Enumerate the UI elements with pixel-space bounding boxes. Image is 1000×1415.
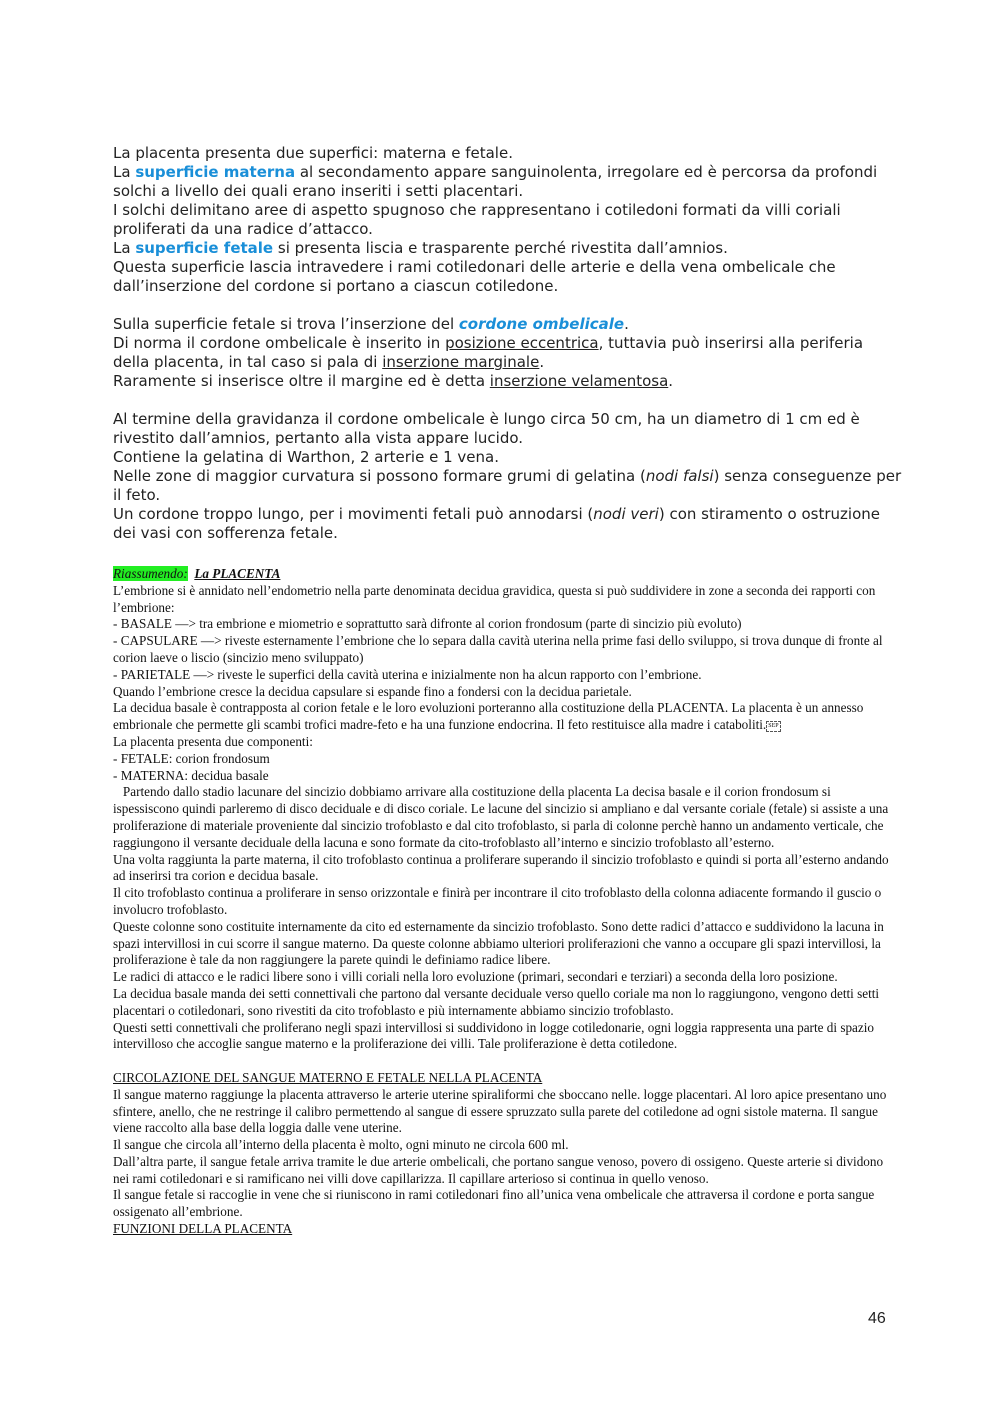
paragraph bbox=[113, 163, 903, 201]
text: Nelle zone di maggior curvatura si possono formare grumi di gelatina ( bbox=[113, 467, 646, 485]
list-item: - MATERNA: decidua basale bbox=[113, 767, 269, 783]
term-inserzione-marginale: inserzione marginale bbox=[382, 353, 540, 371]
paragraph: Contiene la gelatina di Warthon, 2 arterie e 1 vena. bbox=[113, 448, 499, 466]
spacer bbox=[113, 1053, 898, 1070]
paragraph bbox=[113, 315, 903, 334]
page-number: 46 bbox=[868, 1310, 886, 1327]
paragraph: Quando l’embrione cresce la decidua capsulare si espande fino a fondersi con la decidua parietale. bbox=[113, 683, 632, 699]
summary-heading bbox=[113, 566, 898, 583]
paragraph: I solchi delimitano aree di aspetto spugnoso che rappresentano i cotiledoni formati da villi coriali proliferati da una radice d’attacco. bbox=[113, 201, 841, 238]
sep-marker: SEP bbox=[766, 721, 780, 732]
text: La decidua basale è contrapposta al corion fetale e le loro evoluzioni porteranno alla costituzione della PLACENTA. La placenta è un annesso embrionale che permette gli scambi trofici madre-feto e ha una funzione endocrina. Il feto restituisce alla madre i cataboliti. bbox=[113, 700, 864, 733]
paragraph: Questi setti connettivali che proliferano negli spazi intervillosi si suddividono in logge cotiledonarie, ogni loggia rappresenta una parte di spazio intervilloso che accoglie sangue materno e la proliferazione dei villi. Tale proliferazione è detta cotiledone. bbox=[113, 1019, 875, 1052]
paragraph bbox=[113, 334, 903, 372]
text: Raramente si inserisce oltre il margine ed è detta bbox=[113, 372, 490, 390]
text: La bbox=[113, 163, 136, 181]
term-superficie-fetale: superficie fetale bbox=[135, 239, 274, 257]
highlight-label: Riassumendo: bbox=[113, 566, 188, 581]
paragraph: Partendo dallo stadio lacunare del sincizio dobbiamo arrivare alla costituzione della placenta La decisa basale e il corion frondosum si ispessiscono quindi parleremo di disco deciduale e di disco coriale. Le lacune del sincizio si ampliano e dal versante coriale (fetale) si assiste a una proliferazione di materiale proveniente dal sincizio trofoblasto e dal cito trofoblasto, si parla di colonne perchè hanno un andamento verticale, che raggiungono il versante deciduale della lacuna e sono formate da cito-trofoblasto all’interno e sincizio trofoblasto all’esterno. bbox=[113, 784, 892, 850]
paragraph: L’embrione si è annidato nell’endometrio nella parte denominata decidua gravidica, questa si può suddividere in zone a seconda dei rapporti con l’embrione: bbox=[113, 582, 876, 615]
paragraph: Il sangue fetale si raccoglie in vene che si riuniscono in rami cotiledonari fino all’unica vena ombelicale che attraversa il cordone e porta sangue ossigenato all’embrione. bbox=[113, 1187, 875, 1220]
functions-heading: FUNZIONI DELLA PLACENTA bbox=[113, 1221, 293, 1237]
term-cordone-ombelicale: cordone ombelicale bbox=[458, 315, 625, 333]
term-inserzione-velamentosa: inserzione velamentosa bbox=[489, 372, 669, 390]
paragraph: La placenta presenta due superfici: materna e fetale. bbox=[113, 144, 513, 162]
paragraph: La placenta presenta due componenti: bbox=[113, 733, 313, 749]
list-item: - PARIETALE —> riveste le superfici della cavità uterina e inizialmente non ha alcun rapporto con l’embrione. bbox=[113, 666, 702, 682]
paragraph: Le radici di attacco e le radici libere sono i villi coriali nella loro evoluzione (primari, secondari e terziari) a seconda della loro posizione. bbox=[113, 969, 838, 985]
paragraph: Una volta raggiunta la parte materna, il cito trofoblasto continua a proliferare superando il sincizio trofoblasto e quindi si porta all’esterno andando ad inserirsi tra corion e decidua basale. bbox=[113, 851, 889, 884]
text: ) senza conseguenze per il feto. bbox=[113, 467, 902, 504]
text: Di norma il cordone ombelicale è inserito in bbox=[113, 334, 446, 352]
text: La bbox=[113, 239, 136, 257]
circulation-heading: CIRCOLAZIONE DEL SANGUE MATERNO E FETALE NELLA PLACENTA bbox=[113, 1069, 543, 1085]
section-title: La PLACENTA bbox=[194, 566, 281, 581]
term-posizione-eccentrica: posizione eccentrica bbox=[445, 334, 599, 352]
text: . bbox=[668, 372, 674, 390]
text: . bbox=[624, 315, 629, 333]
text: Un cordone troppo lungo, per i movimenti fetali può annodarsi ( bbox=[113, 505, 594, 523]
list-item: - BASALE —> tra embrione e miometrio e soprattutto sarà difronte al corion frondosum (parte di sincizio più evoluto) bbox=[113, 616, 742, 632]
paragraph bbox=[113, 505, 903, 543]
paragraph: Dall’altra parte, il sangue fetale arriva tramite le due arterie ombelicali, che portano sangue venoso, povero di ossigeno. Queste arterie si dividono nei rami cotiledonari e si ramificano nei villi dove capillarizza. Il capillare arterioso si continua in quello venoso. bbox=[113, 1153, 884, 1186]
paragraph bbox=[113, 239, 903, 258]
paragraph: La decidua basale manda dei setti connettivali che partono dal versante deciduale verso quello coriale ma non lo raggiungono, vengono detti setti placentari o cotiledonari, sono rivestiti da cito trofoblasto e più internamente abbiamo sincizio trofoblasto. bbox=[113, 985, 880, 1018]
paragraph: Queste colonne sono costituite internamente da cito ed esternamente da sincizio trofoblasto. Sono dette radici d’attacco e suddividono la lacuna in spazi intervillosi in cui scorre il sangue materno. Da queste colonne abbiamo ulteriori proliferazioni che vanno a occupare gli spazi intervillosi, la proliferazione è tale da non raggiungere la parete quindi le definiamo radice libere. bbox=[113, 918, 884, 968]
paragraph: Questa superficie lascia intravedere i rami cotiledonari delle arterie e della vena ombelicale che dall’inserzione del cordone si portano a ciascun cotiledone. bbox=[113, 258, 836, 295]
text: al secondamento appare sanguinolenta, irregolare ed è percorsa da profondi solchi a livello dei quali erano inseriti i setti placentari. bbox=[113, 163, 878, 200]
paragraph: Il cito trofoblasto continua a proliferare in senso orizzontale e finirà per incontrare il cito trofoblasto della colonna adiacente formando il guscio o involucro trofoblasto. bbox=[113, 885, 882, 917]
term-nodi-falsi: nodi falsi bbox=[645, 467, 714, 485]
term-superficie-materna: superficie materna bbox=[135, 163, 296, 181]
paragraph bbox=[113, 700, 898, 734]
paragraph bbox=[113, 372, 903, 391]
paragraph: Il sangue materno raggiunge la placenta attraverso le arterie uterine spiraliformi che sboccano nelle. logge placentari. Al loro apice presentano uno sfintere, anello, che ne restringe il calibro permettendo al sangue di essere spruzzato sulla parete del cotiledone ad ogni sistole materna. Il sangue viene raccolto alla base della loggia dalle vene uterine. bbox=[113, 1086, 887, 1136]
paragraph: Il sangue che circola all’interno della placenta è molto, ogni minuto ne circola 600 ml. bbox=[113, 1137, 569, 1153]
list-item: - CAPSULARE —> riveste esternamente l’embrione che lo separa dalla cavità uterina nella prime fasi dello sviluppo, si trova dunque di fronte al corion laeve o liscio (sincizio meno sviluppato) bbox=[113, 633, 883, 665]
paragraph bbox=[113, 467, 903, 505]
text: Sulla superficie fetale si trova l’inserzione del bbox=[113, 315, 459, 333]
text: . bbox=[539, 353, 545, 371]
text: si presenta liscia e trasparente perché rivestita dall’amnios. bbox=[273, 239, 728, 257]
spacer bbox=[113, 391, 903, 410]
paragraph: Al termine della gravidanza il cordone ombelicale è lungo circa 50 cm, ha un diametro di 1 cm ed è rivestito dall’amnios, pertanto alla vista appare lucido. bbox=[113, 410, 860, 447]
summary-section bbox=[113, 566, 898, 1238]
placenta-surfaces-section bbox=[113, 144, 903, 543]
spacer bbox=[113, 296, 903, 315]
list-item: - FETALE: corion frondosum bbox=[113, 750, 270, 766]
term-nodi-veri: nodi veri bbox=[593, 505, 659, 523]
text: , tuttavia può inserirsi alla periferia della placenta, in tal caso si pala di bbox=[113, 334, 864, 371]
text: ) con stiramento o ostruzione dei vasi con sofferenza fetale. bbox=[113, 505, 880, 542]
